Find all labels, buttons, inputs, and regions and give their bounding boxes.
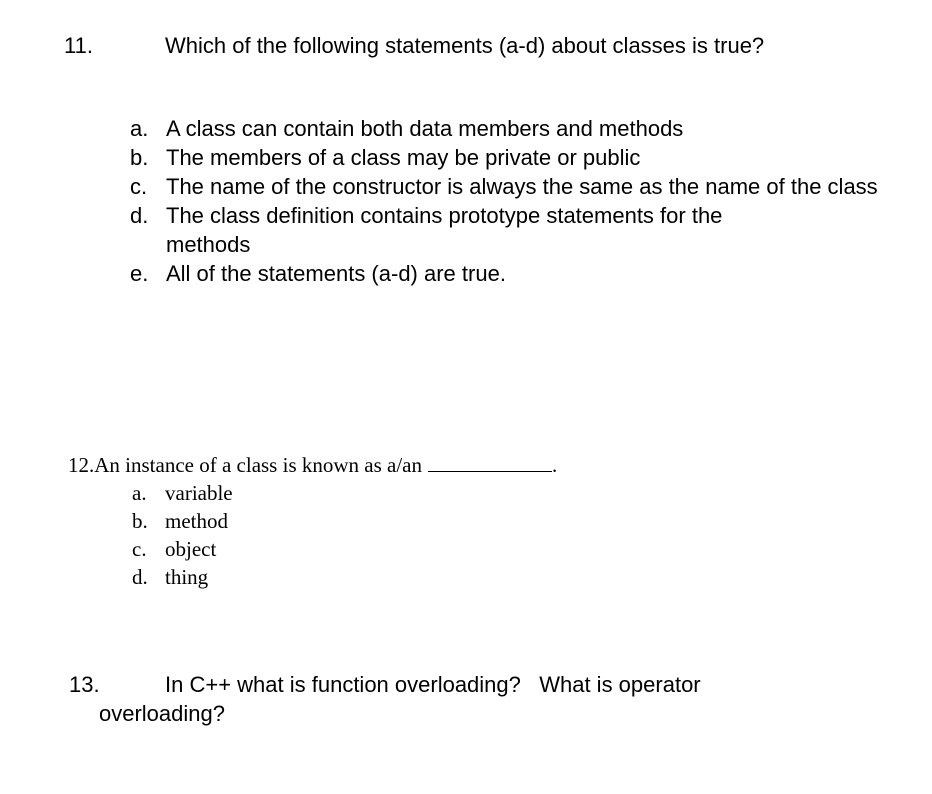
question-12-options [132,479,233,591]
option-text: All of the statements (a-d) are true. [166,261,506,286]
option-11d [130,201,806,259]
option-11c [130,172,910,201]
option-12c [132,535,233,563]
question-13-number: 13. [69,672,100,697]
option-text: The class definition contains prototype statements for the methods [166,203,723,257]
question-12-period: . [552,453,558,477]
option-text: object [165,537,217,561]
option-text: variable [165,481,233,505]
option-11a [130,114,910,143]
option-11e [130,259,910,288]
option-12a [132,479,233,507]
option-letter: a. [132,481,147,505]
question-11-number: 11. [64,33,93,58]
option-letter: d. [132,565,148,589]
option-letter: c. [130,174,148,199]
question-11-text: Which of the following statements (a-d) about classes is true? [165,33,765,58]
option-text: method [165,509,228,533]
option-text: The members of a class may be private or public [166,145,641,170]
option-letter: a. [130,116,149,141]
option-text: A class can contain both data members and methods [166,116,684,141]
question-13-text-line2: overloading? [99,701,225,726]
option-letter: b. [132,509,148,533]
option-text: The name of the constructor is always the same as the name of the class [166,174,878,199]
option-12b [132,507,233,535]
option-letter: c. [132,537,147,561]
option-12d [132,563,233,591]
question-12-stem [68,451,557,479]
question-11-options [130,114,910,288]
option-text: thing [165,565,209,589]
option-letter: e. [130,261,149,286]
question-13-text-line1: In C++ what is function overloading? What is operator [165,672,701,697]
option-11b [130,143,910,172]
option-letter: b. [130,145,149,170]
answer-blank [428,453,552,472]
option-letter: d. [130,203,149,228]
question-12-text: 12.An instance of a class is known as a/an [68,453,422,477]
